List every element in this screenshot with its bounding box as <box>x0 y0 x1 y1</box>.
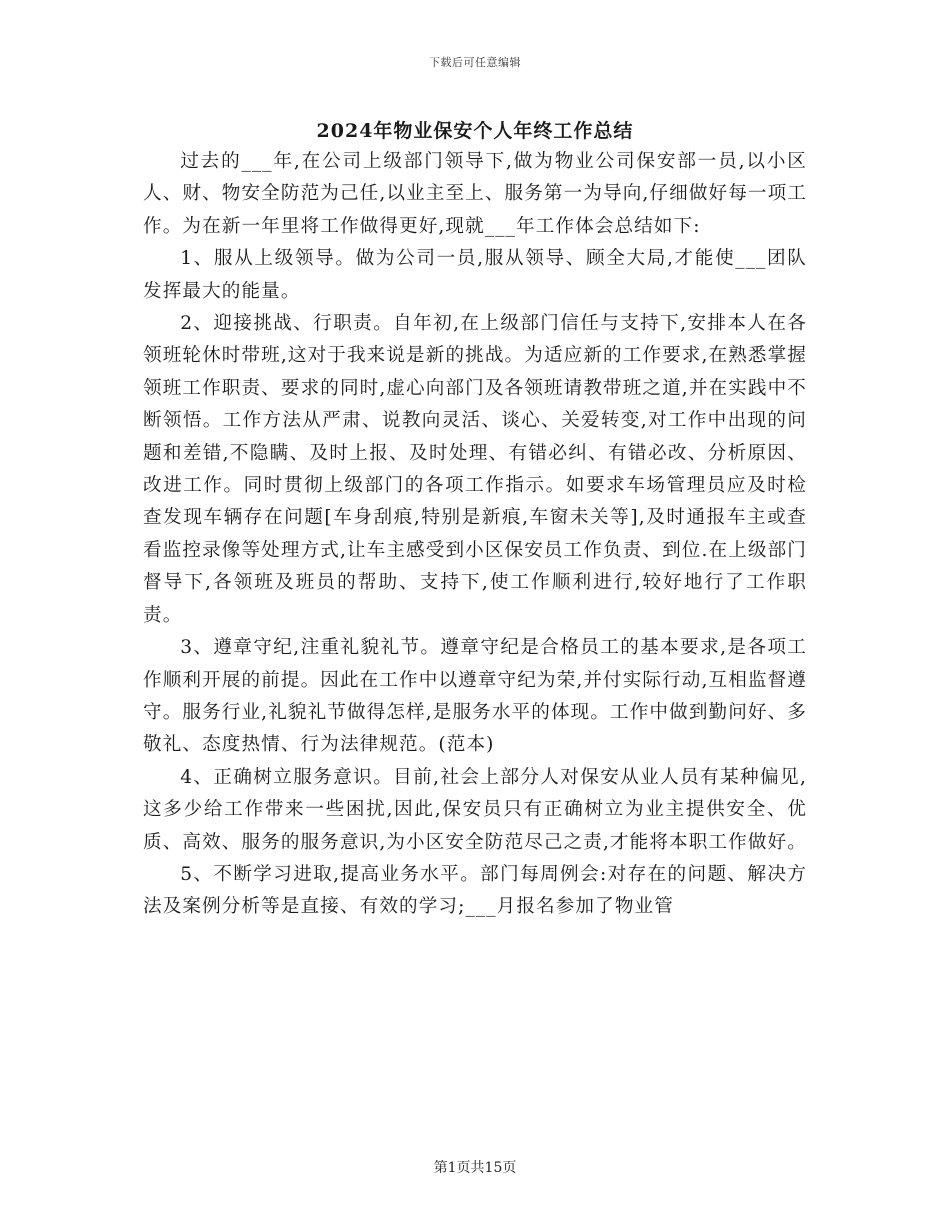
page-number: 第1页共15页 <box>433 1160 517 1176</box>
paragraph-intro: 过去的___年,在公司上级部门领导下,做为物业公司保安部一员,以小区人、财、物安全防范为己任,以业主至上、服务第一为导向,仔细做好每一项工作。为在新一年里将工作做得更好,现就___年工作体会总结如下: <box>143 151 807 237</box>
document-body <box>143 146 807 924</box>
paragraph-5: 5、不断学习进取,提高业务水平。部门每周例会:对存在的问题、解决方法及案例分析等是直接、有效的学习;___月报名参加了物业管 <box>143 863 807 918</box>
paragraph-3: 3、遵章守纪,注重礼貌礼节。遵章守纪是合格员工的基本要求,是各项工作顺利开展的前提。因此在工作中以遵章守纪为荣,并付实际行动,互相监督遵守。服务行业,礼貌礼节做得怎样,是服务水平的体现。工作中做到勤问好、多敬礼、态度热情、行为法律规范。(范本) <box>143 637 807 756</box>
paragraph-2: 2、迎接挑战、行职责。自年初,在上级部门信任与支持下,安排本人在各领班轮休时带班,这对于我来说是新的挑战。为适应新的工作要求,在熟悉掌握领班工作职责、要求的同时,虚心向部门及各领班请教带班之道,并在实践中不断领悟。工作方法从严肃、说教向灵活、谈心、关爱转变,对工作中出现的问题和差错,不隐瞒、及时上报、及时处理、有错必纠、有错必改、分析原因、改进工作。同时贯彻上级部门的各项工作指示。如要求车场管理员应及时检查发现车辆存在问题[车身刮痕,特别是新痕,车窗未关等],及时通报车主或查看监控录像等处理方式,让车主感受到小区保安员工作负责、到位.在上级部门督导下,各领班及班员的帮助、支持下,使工作顺利进行,较好地行了工作职责。 <box>143 313 807 626</box>
paragraph-4: 4、正确树立服务意识。目前,社会上部分人对保安从业人员有某种偏见,这多少给工作带来一些困扰,因此,保安员只有正确树立为业主提供安全、优质、高效、服务的服务意识,为小区安全防范尽己之责,才能将本职工作做好。 <box>143 766 807 853</box>
document-title: 2024年物业保安个人年终工作总结 <box>316 120 634 142</box>
paragraph-1: 1、服从上级领导。做为公司一员,服从领导、顾全大局,才能使___团队发挥最大的能量。 <box>143 248 807 302</box>
header-note: 下载后可任意编辑 <box>429 56 521 69</box>
